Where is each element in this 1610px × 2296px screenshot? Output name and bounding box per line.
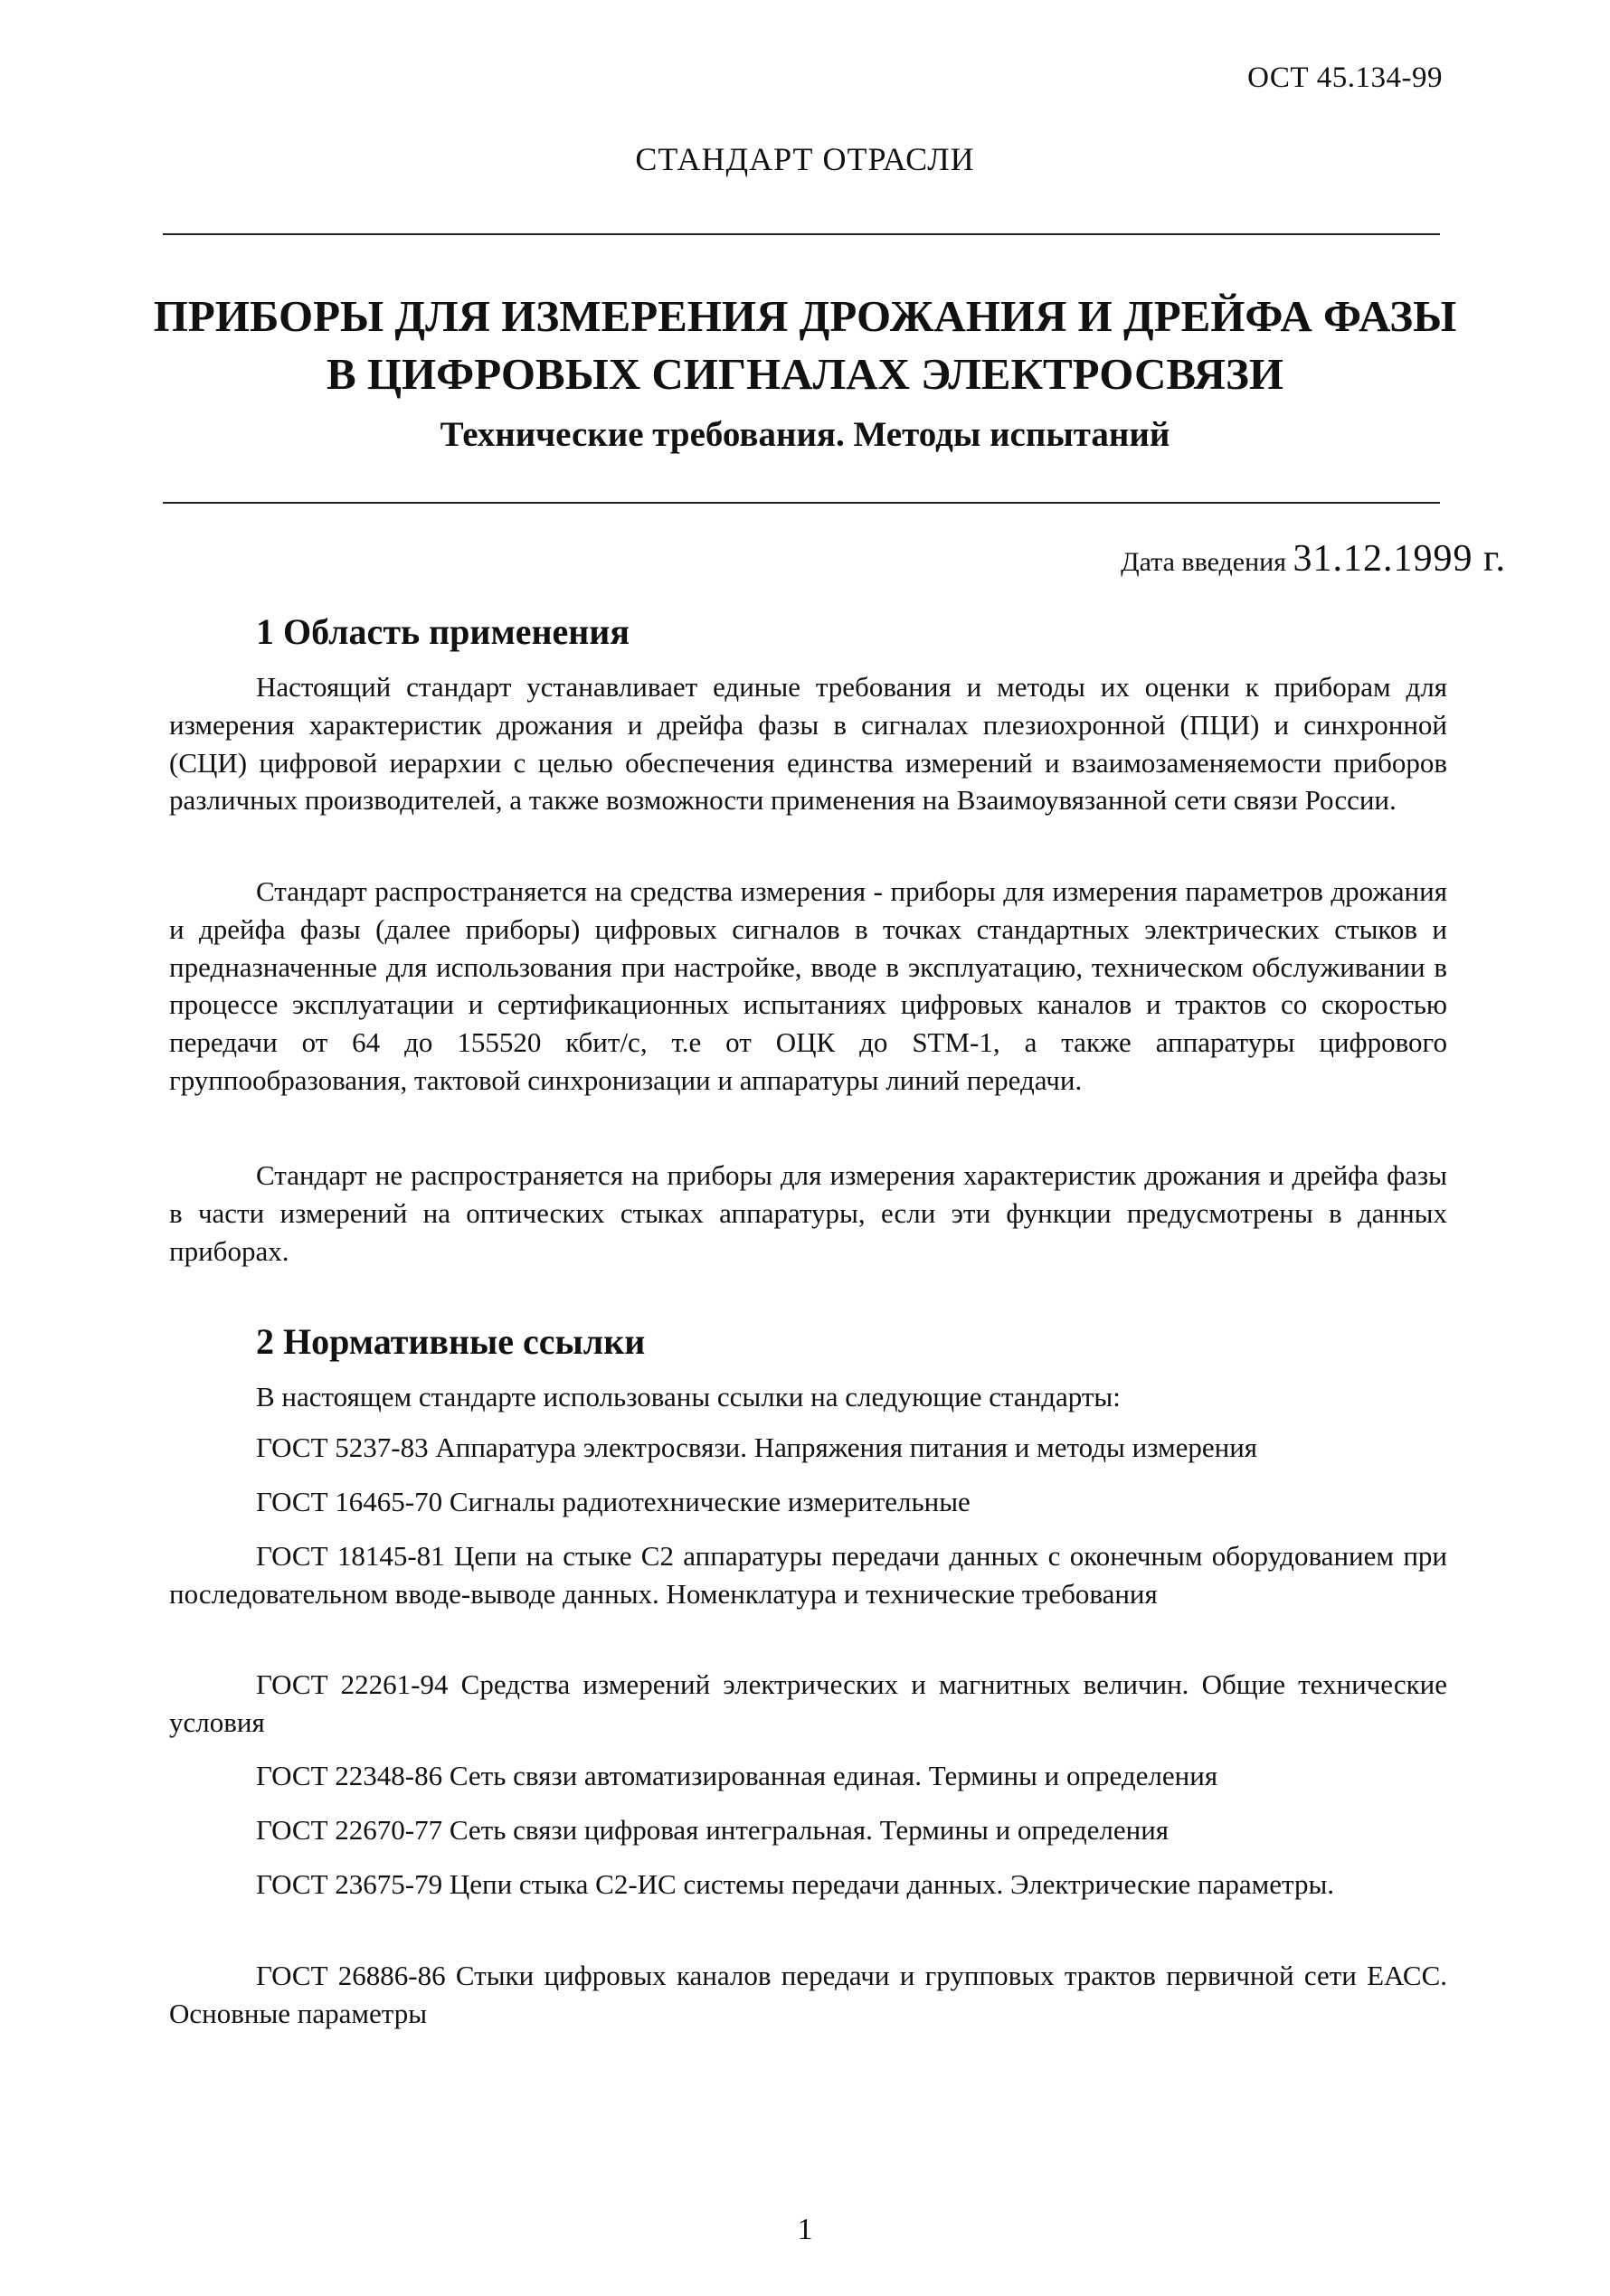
reference-item: ГОСТ 22261-94 Средства измерений электрических и магнитных величин. Общие технические условия [169, 1668, 1447, 1738]
title-line-2: В ЦИФРОВЫХ СИГНАЛАХ ЭЛЕКТРОСВЯЗИ [326, 349, 1284, 399]
references-intro: В настоящем стандарте использованы ссылки на следующие стандарты: [256, 1381, 1121, 1413]
introduction-date [1121, 537, 1506, 581]
scope-paragraph-2: Стандарт распространяется на средства измерения - приборы для измерения параметров дрожания и дрейфа фазы (далее приборы) цифровых сигналов в точках стандартных электрических стыков и предназначенные для использования при настройке, вводе в эксплуатацию, техническом обслуживании в процессе эксплуатации и сертификационных испытаниях цифровых каналов и трактов со скоростью передачи от 64 до 155520 кбит/с, т.е от ОЦК до STM-1, а также аппаратуры цифрового группообразования, тактовой синхронизации и аппаратуры линий передачи. [169, 875, 1447, 1096]
scope-paragraph-3: Стандарт не распространяется на приборы для измерения характеристик дрожания и дрейфа фазы в части измерений на оптических стыках аппаратуры, если эти функции предусмотрены в данных приборах. [169, 1159, 1447, 1267]
reference-item: ГОСТ 22670-77 Сеть связи цифровая интегральная. Термины и определения [256, 1814, 1170, 1846]
bottom-divider [163, 502, 1440, 504]
date-value: 31.12.1999 г. [1293, 538, 1506, 580]
reference-item: ГОСТ 26886-86 Стыки цифровых каналов передачи и групповых трактов первичной сети ЕАСС. Основные параметры [169, 1960, 1447, 2029]
document-kind: СТАНДАРТ ОТРАСЛИ [635, 141, 975, 177]
reference-item: ГОСТ 18145-81 Цепи на стыке С2 аппаратуры передачи данных с оконечным оборудованием при последовательном вводе-выводе данных. Номенклатура и технические требования [169, 1540, 1447, 1610]
document-code: ОСТ 45.134-99 [1247, 61, 1443, 94]
reference-item: ГОСТ 22348-86 Сеть связи автоматизированная единая. Термины и определения [256, 1760, 1218, 1791]
scope-paragraph-1: Настоящий стандарт устанавливает единые требования и методы их оценки к приборам для измерения характеристик дрожания и дрейфа фазы в сигналах плезиохронной (ПЦИ) и синхронной (СЦИ) цифровой иерархии с целью обеспечения единства измерений и взаимозаменяемости приборов различных производителей, а также возможности применения на Взаимоувязанной сети связи России. [169, 671, 1447, 817]
title-line-1: ПРИБОРЫ ДЛЯ ИЗМЕРЕНИЯ ДРОЖАНИЯ И ДРЕЙФА ФАЗЫ [153, 291, 1457, 341]
top-divider [163, 233, 1440, 235]
document-title [0, 288, 1610, 403]
document-subtitle: Технические требования. Методы испытаний [440, 415, 1170, 454]
reference-item: ГОСТ 16465-70 Сигналы радиотехнические измерительные [256, 1486, 971, 1517]
section-heading-references: 2 Нормативные ссылки [256, 1321, 646, 1362]
reference-item: ГОСТ 23675-79 Цепи стыка С2-ИС системы передачи данных. Электрические параметры. [256, 1868, 1335, 1900]
section-heading-scope: 1 Область применения [256, 611, 630, 652]
page-number: 1 [797, 2213, 813, 2246]
reference-item: ГОСТ 5237-83 Аппаратура электросвязи. Напряжения питания и методы измерения [256, 1431, 1258, 1463]
date-label: Дата введения [1121, 547, 1286, 577]
